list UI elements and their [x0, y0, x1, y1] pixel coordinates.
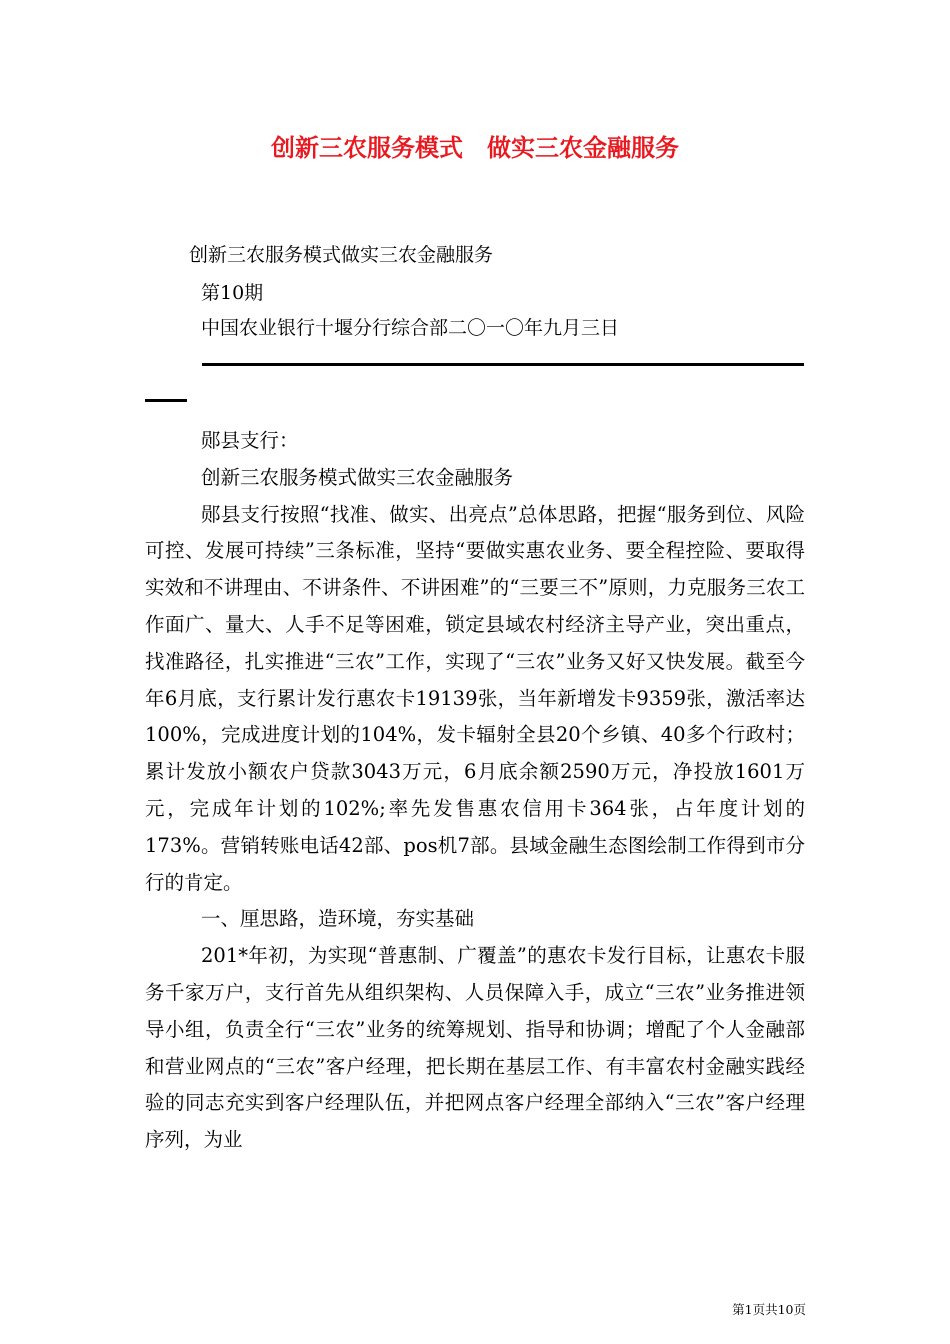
- document-body: [145, 423, 805, 1159]
- document-title: 创新三农服务模式 做实三农金融服务: [271, 133, 679, 162]
- header-divider-long: [202, 363, 804, 366]
- body-paragraph: 201*年初，为实现“普惠制、广覆盖”的惠农卡发行目标，让惠农卡服务千家万户，支行首先从组织架构、人员保障入手，成立“三农”业务推进领导小组，负责全行“三农”业务的统筹规划、指导和协调；增配了个人金融部和营业网点的“三农”客户经理，把长期在基层工作、有丰富农村金融实践经验的同志充实到客户经理队伍，并把网点客户经理全部纳入“三农”客户经理序列，为业: [145, 944, 805, 1152]
- body-subtitle: 创新三农服务模式做实三农金融服务: [201, 465, 514, 489]
- section-heading: 一、厘思路，造环境，夯实基础: [201, 907, 475, 931]
- issue-number: 第10期: [201, 282, 264, 304]
- page-footer: 第1页共10页: [732, 1302, 806, 1317]
- header-subtitle: 创新三农服务模式做实三农金融服务: [189, 244, 494, 266]
- addressee: 郧县支行：: [201, 429, 299, 452]
- body-paragraph: 郧县支行按照“找准、做实、出亮点”总体思路，把握“服务到位、风险可控、发展可持续”三条标准，坚持“要做实惠农业务、要全程控险、要取得实效和不讲理由、不讲条件、不讲困难”的“三要三不”原则，力克服务三农工作面广、量大、人手不足等困难，锁定县域农村经济主导产业，突出重点，找准路径，扎实推进“三农”工作，实现了“三农”业务又好又快发展。截至今年6月底，支行累计发行惠农卡19139张，当年新增发卡9359张，激活率达100%，完成进度计划的104%，发卡辐射全县20个乡镇、40多个行政村；累计发放小额农户贷款3043万元，6月底余额2590万元，净投放1601万元，完成年计划的102%;率先发售惠农信用卡364张，占年度计划的173%。营销转账电话42部、pos机7部。县域金融生态图绘制工作得到市分行的肯定。: [145, 502, 805, 894]
- publisher-date: 中国农业银行十堰分行综合部二〇一〇年九月三日: [201, 317, 620, 339]
- header-divider-short: [145, 399, 187, 402]
